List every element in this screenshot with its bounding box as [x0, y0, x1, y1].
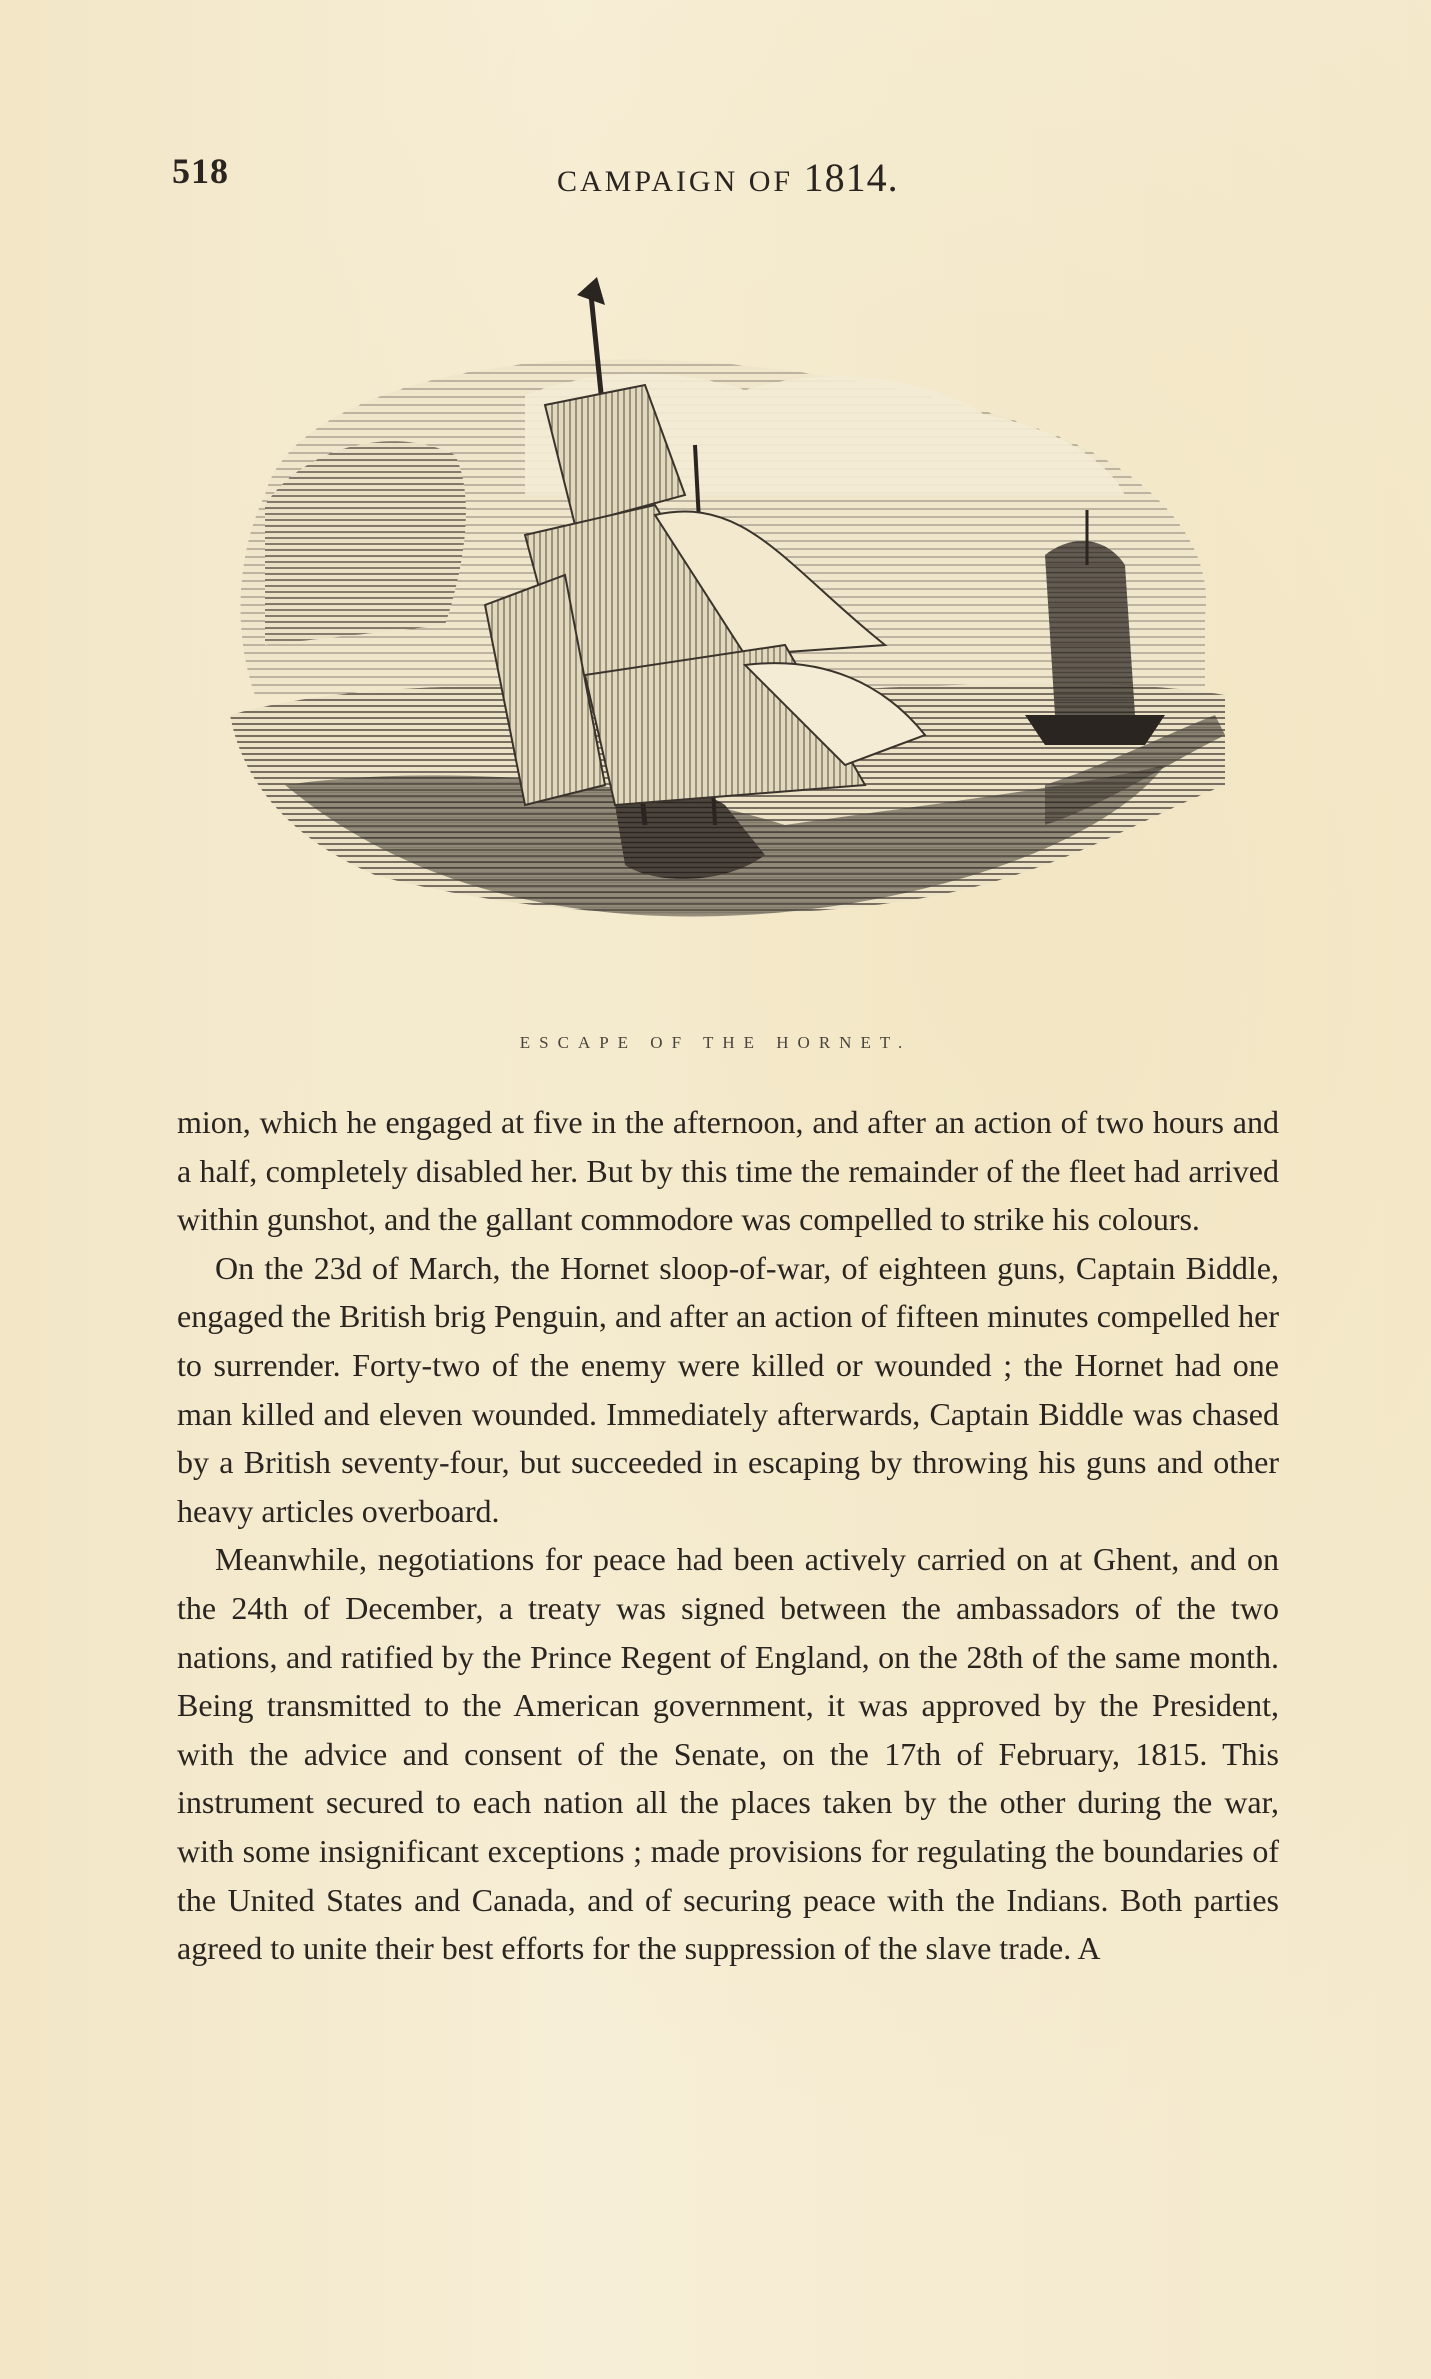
paragraph: On the 23d of March, the Hornet sloop-of-war, of eighteen guns, Captain Biddle, engaged the British brig Penguin, and after an action of fifteen minutes compelled her to surrender. Forty-two of the enemy were killed or wounded ; the Hornet had one man killed and eleven wounded. Immediately afterwards, Captain Biddle was chased by a British seventy-four, but succeeded in escaping by throwing his guns and other heavy articles overboard.: [177, 1249, 1279, 1529]
ship-engraving: [225, 265, 1235, 985]
running-title: CAMPAIGN OF: [557, 165, 794, 198]
paragraph: Meanwhile, negotiations for peace had been actively carried on at Ghent, and on the 24th of December, a treaty was signed between the ambassadors of the two nations, and ratified by the Prince Regent of England, on the 28th of the same month. Being transmitted to the American government, it was approved by the President, with the advice and consent of the Senate, on the 17th of February, 1815. This instrument secured to each nation all the places taken by the other during the war, with some insignificant exceptions ; made provisions for regulating the boundaries of the United States and Canada, and of securing peace with the Indians. Both parties agreed to unite their best efforts for the suppression of the slave trade. A: [177, 1541, 1279, 1967]
page-number: 518: [172, 151, 229, 191]
illustration-caption: ESCAPE OF THE HORNET.: [519, 1033, 912, 1052]
running-head: [557, 154, 899, 201]
paragraph: mion, which he engaged at five in the afternoon, and after an action of two hours and a half, completely disabled her. But by this time the remainder of the fleet had arrived within gunshot, and the gallant commodore was compelled to strike his colours.: [177, 1104, 1279, 1238]
body-text: [177, 1098, 1279, 1973]
running-year: 1814.: [803, 155, 899, 200]
page-header: [172, 150, 1282, 200]
